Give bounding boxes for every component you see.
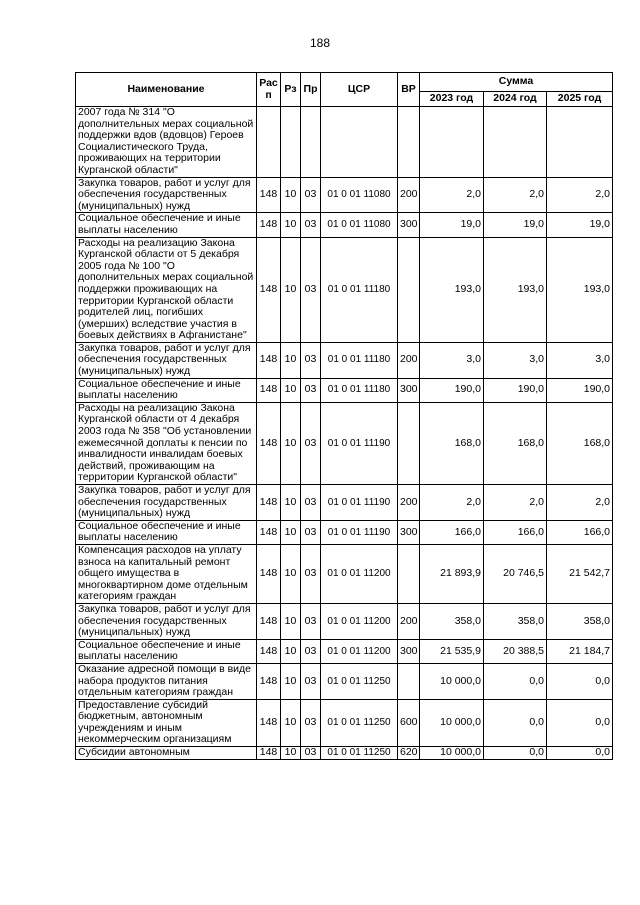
- cell-csr: 01 0 01 11200: [321, 544, 398, 603]
- cell-rz: 10: [281, 663, 301, 699]
- cell-pr: [301, 107, 321, 178]
- cell-rz: 10: [281, 342, 301, 378]
- cell-amount-2023: 190,0: [420, 378, 484, 402]
- cell-name: Закупка товаров, работ и услуг для обеспечения государственных (муниципальных) нужд: [76, 342, 257, 378]
- cell-amount-2025: 19,0: [547, 213, 613, 237]
- header-year-2025: 2025 год: [547, 92, 613, 107]
- cell-ras: 148: [257, 237, 281, 342]
- cell-vr: 600: [398, 699, 420, 746]
- cell-rz: 10: [281, 402, 301, 484]
- cell-csr: [321, 107, 398, 178]
- cell-amount-2023: 3,0: [420, 342, 484, 378]
- cell-pr: 03: [301, 485, 321, 521]
- cell-vr: [398, 402, 420, 484]
- cell-amount-2025: 190,0: [547, 378, 613, 402]
- table-row: [76, 107, 613, 178]
- cell-amount-2024: 168,0: [484, 402, 547, 484]
- cell-ras: [257, 107, 281, 178]
- cell-amount-2023: 10 000,0: [420, 663, 484, 699]
- cell-name: Оказание адресной помощи в виде набора продуктов питания отдельным категориям граждан: [76, 663, 257, 699]
- cell-ras: 148: [257, 485, 281, 521]
- cell-amount-2023: 2,0: [420, 177, 484, 213]
- cell-csr: 01 0 01 11080: [321, 177, 398, 213]
- cell-pr: 03: [301, 213, 321, 237]
- cell-amount-2024: 20 388,5: [484, 639, 547, 663]
- cell-amount-2023: 10 000,0: [420, 699, 484, 746]
- cell-amount-2023: 21 893,9: [420, 544, 484, 603]
- cell-pr: 03: [301, 177, 321, 213]
- table-row: [76, 639, 613, 663]
- cell-vr: [398, 544, 420, 603]
- cell-name: Закупка товаров, работ и услуг для обеспечения государственных (муниципальных) нужд: [76, 177, 257, 213]
- cell-amount-2023: 2,0: [420, 485, 484, 521]
- cell-pr: 03: [301, 342, 321, 378]
- cell-amount-2025: 2,0: [547, 485, 613, 521]
- table-row: [76, 485, 613, 521]
- cell-ras: 148: [257, 213, 281, 237]
- cell-rz: 10: [281, 378, 301, 402]
- cell-amount-2024: 3,0: [484, 342, 547, 378]
- page-number: 188: [309, 36, 331, 50]
- cell-name: Социальное обеспечение и иные выплаты населению: [76, 520, 257, 544]
- cell-name: Социальное обеспечение и иные выплаты населению: [76, 378, 257, 402]
- cell-rz: 10: [281, 237, 301, 342]
- cell-name: Компенсация расходов на уплату взноса на капитальный ремонт общего имущества в многоквартирном доме отдельным категориям граждан: [76, 544, 257, 603]
- cell-amount-2024: 19,0: [484, 213, 547, 237]
- cell-name: Социальное обеспечение и иные выплаты населению: [76, 213, 257, 237]
- cell-vr: 200: [398, 177, 420, 213]
- cell-name: 2007 года № 314 "О дополнительных мерах социальной поддержки вдов (вдовцов) Героев Социалистического Труда, проживающих на территории Курганской области": [76, 107, 257, 178]
- cell-csr: 01 0 01 11250: [321, 699, 398, 746]
- cell-pr: 03: [301, 378, 321, 402]
- cell-ras: 148: [257, 639, 281, 663]
- table-row: [76, 213, 613, 237]
- header-pr: Пр: [301, 73, 321, 107]
- cell-amount-2025: 358,0: [547, 603, 613, 639]
- cell-pr: 03: [301, 603, 321, 639]
- header-year-2024: 2024 год: [484, 92, 547, 107]
- cell-amount-2023: 166,0: [420, 520, 484, 544]
- cell-pr: 03: [301, 237, 321, 342]
- cell-pr: 03: [301, 520, 321, 544]
- cell-amount-2024: 358,0: [484, 603, 547, 639]
- cell-pr: 03: [301, 402, 321, 484]
- table-row: [76, 544, 613, 603]
- cell-ras: 148: [257, 177, 281, 213]
- cell-name: Расходы на реализацию Закона Курганской области от 5 декабря 2005 года № 100 "О дополнительных мерах социальной поддержки проживающих на территории Курганской области родителей лиц, погибших (умерших) вследствие участия в боевых действиях в Афганистане": [76, 237, 257, 342]
- cell-amount-2025: 0,0: [547, 663, 613, 699]
- cell-amount-2024: 2,0: [484, 177, 547, 213]
- header-sum: Сумма: [420, 73, 613, 92]
- cell-vr: 300: [398, 639, 420, 663]
- cell-rz: 10: [281, 177, 301, 213]
- cell-amount-2025: 21 542,7: [547, 544, 613, 603]
- cell-ras: 148: [257, 747, 281, 760]
- cell-vr: [398, 107, 420, 178]
- cell-rz: 10: [281, 699, 301, 746]
- cell-csr: 01 0 01 11190: [321, 485, 398, 521]
- cell-amount-2025: [547, 107, 613, 178]
- cell-ras: 148: [257, 402, 281, 484]
- cell-pr: 03: [301, 663, 321, 699]
- cell-csr: 01 0 01 11180: [321, 237, 398, 342]
- cell-name: Закупка товаров, работ и услуг для обеспечения государственных (муниципальных) нужд: [76, 603, 257, 639]
- cell-amount-2025: 168,0: [547, 402, 613, 484]
- table-row: [76, 699, 613, 746]
- cell-csr: 01 0 01 11190: [321, 402, 398, 484]
- cell-amount-2025: 193,0: [547, 237, 613, 342]
- cell-ras: 148: [257, 663, 281, 699]
- cell-name: Социальное обеспечение и иные выплаты населению: [76, 639, 257, 663]
- cell-ras: 148: [257, 520, 281, 544]
- table-row: [76, 402, 613, 484]
- cell-rz: 10: [281, 544, 301, 603]
- cell-rz: 10: [281, 603, 301, 639]
- budget-table: [75, 72, 613, 760]
- header-ras: Рас п: [257, 73, 281, 107]
- table-row: [76, 747, 613, 760]
- table-row: [76, 663, 613, 699]
- cell-ras: 148: [257, 603, 281, 639]
- cell-vr: 300: [398, 520, 420, 544]
- cell-ras: 148: [257, 699, 281, 746]
- table-body: [76, 107, 613, 760]
- cell-pr: 03: [301, 699, 321, 746]
- cell-csr: 01 0 01 11180: [321, 378, 398, 402]
- cell-amount-2025: 3,0: [547, 342, 613, 378]
- cell-amount-2025: 166,0: [547, 520, 613, 544]
- cell-pr: 03: [301, 747, 321, 760]
- cell-name: Расходы на реализацию Закона Курганской области от 4 декабря 2003 года № 358 "Об установлении ежемесячной доплаты к пенсии по инвалидности инвалидам боевых действий, проживающим на территории Курганской области": [76, 402, 257, 484]
- cell-vr: 300: [398, 213, 420, 237]
- cell-ras: 148: [257, 378, 281, 402]
- cell-amount-2024: 0,0: [484, 747, 547, 760]
- cell-rz: 10: [281, 520, 301, 544]
- header-csr: ЦСР: [321, 73, 398, 107]
- cell-csr: 01 0 01 11180: [321, 342, 398, 378]
- cell-vr: [398, 237, 420, 342]
- cell-amount-2025: 2,0: [547, 177, 613, 213]
- cell-ras: 148: [257, 342, 281, 378]
- cell-vr: 300: [398, 378, 420, 402]
- cell-amount-2023: 19,0: [420, 213, 484, 237]
- cell-pr: 03: [301, 639, 321, 663]
- cell-csr: 01 0 01 11200: [321, 603, 398, 639]
- cell-rz: [281, 107, 301, 178]
- cell-vr: 620: [398, 747, 420, 760]
- header-year-2023: 2023 год: [420, 92, 484, 107]
- header-rz: Рз: [281, 73, 301, 107]
- cell-rz: 10: [281, 213, 301, 237]
- cell-name: Субсидии автономным: [76, 747, 257, 760]
- cell-amount-2024: 0,0: [484, 663, 547, 699]
- cell-amount-2023: 10 000,0: [420, 747, 484, 760]
- cell-csr: 01 0 01 11250: [321, 747, 398, 760]
- cell-amount-2023: 193,0: [420, 237, 484, 342]
- cell-amount-2024: [484, 107, 547, 178]
- cell-name: Предоставление субсидий бюджетным, автономным учреждениям и иным некоммерческим организациям: [76, 699, 257, 746]
- cell-amount-2025: 0,0: [547, 747, 613, 760]
- cell-amount-2024: 193,0: [484, 237, 547, 342]
- header-vr: ВР: [398, 73, 420, 107]
- cell-pr: 03: [301, 544, 321, 603]
- cell-amount-2023: 21 535,9: [420, 639, 484, 663]
- cell-csr: 01 0 01 11080: [321, 213, 398, 237]
- cell-amount-2024: 190,0: [484, 378, 547, 402]
- table-row: [76, 342, 613, 378]
- cell-amount-2024: 166,0: [484, 520, 547, 544]
- cell-amount-2025: 21 184,7: [547, 639, 613, 663]
- cell-csr: 01 0 01 11250: [321, 663, 398, 699]
- cell-amount-2024: 20 746,5: [484, 544, 547, 603]
- cell-rz: 10: [281, 639, 301, 663]
- cell-amount-2023: [420, 107, 484, 178]
- cell-csr: 01 0 01 11200: [321, 639, 398, 663]
- cell-rz: 10: [281, 747, 301, 760]
- cell-amount-2023: 358,0: [420, 603, 484, 639]
- table-row: [76, 520, 613, 544]
- header-name: Наименование: [76, 73, 257, 107]
- cell-vr: 200: [398, 603, 420, 639]
- cell-csr: 01 0 01 11190: [321, 520, 398, 544]
- cell-amount-2023: 168,0: [420, 402, 484, 484]
- table-row: [76, 237, 613, 342]
- cell-rz: 10: [281, 485, 301, 521]
- cell-amount-2025: 0,0: [547, 699, 613, 746]
- table-row: [76, 603, 613, 639]
- cell-ras: 148: [257, 544, 281, 603]
- cell-amount-2024: 2,0: [484, 485, 547, 521]
- cell-amount-2024: 0,0: [484, 699, 547, 746]
- table-row: [76, 177, 613, 213]
- cell-vr: 200: [398, 342, 420, 378]
- cell-vr: [398, 663, 420, 699]
- table-row: [76, 378, 613, 402]
- cell-vr: 200: [398, 485, 420, 521]
- cell-name: Закупка товаров, работ и услуг для обеспечения государственных (муниципальных) нужд: [76, 485, 257, 521]
